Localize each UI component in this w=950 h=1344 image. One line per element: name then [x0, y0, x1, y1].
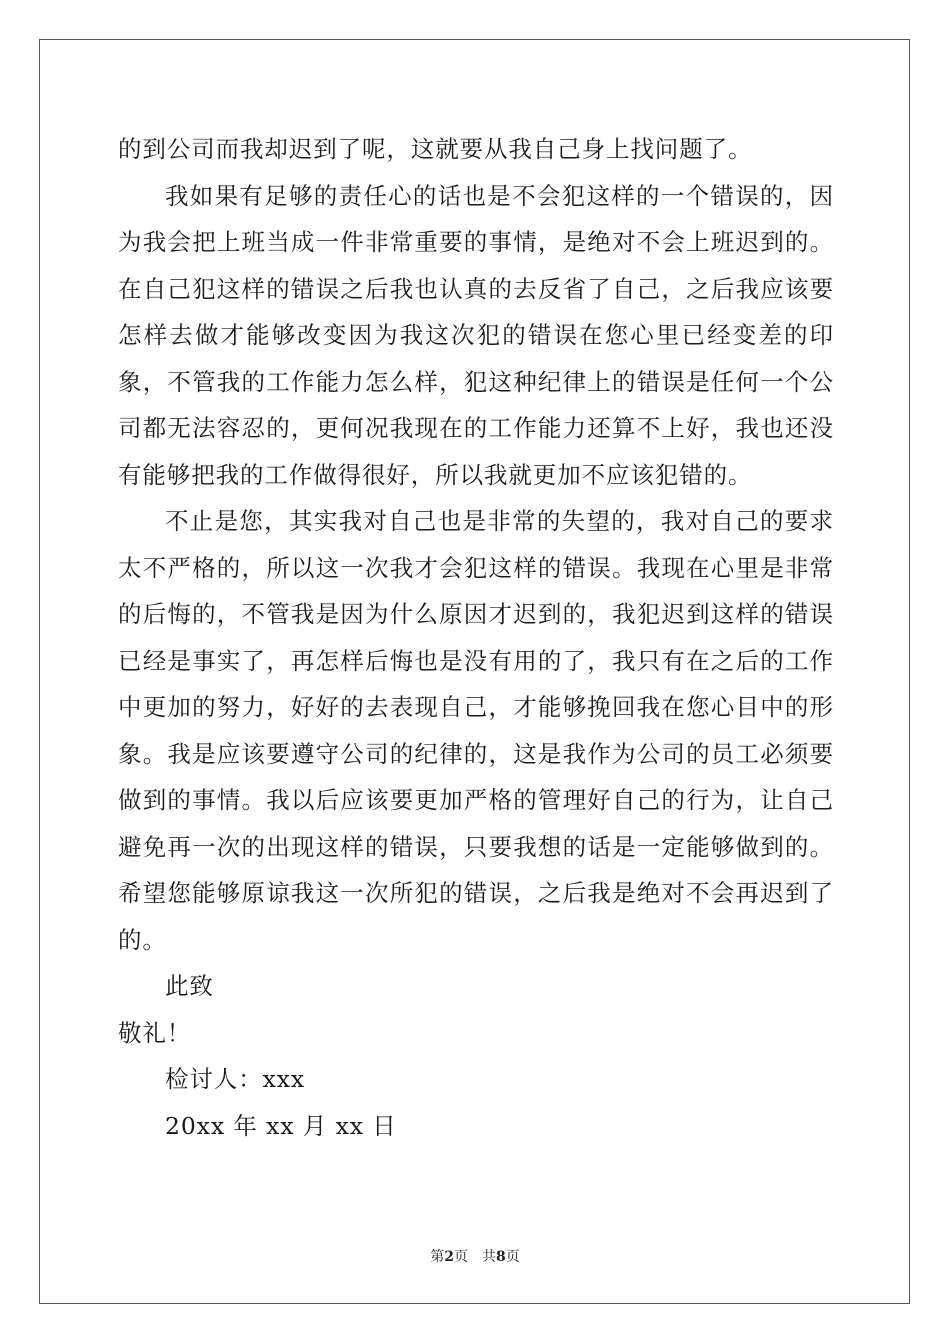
total-label-prefix: 共 — [482, 1249, 496, 1265]
paragraph-responsibility: 我如果有足够的责任心的话也是不会犯这样的一个错误的，因为我会把上班当成一件非常重要的事情，是绝对不会上班迟到的。在自己犯这样的错误之后我也认真的去反省了自己，之后我应该要怎样去做才能够改变因为我这次犯的错误在您心里已经变差的印象，不管我的工作能力怎么样，犯这种纪律上的错误是任何一个公司都无法容忍的，更何况我现在的工作能力还算不上好，我也还没有能够把我的工作做得很好，所以我就更加不应该犯错的。 — [118, 181, 834, 489]
signature-line: 检讨人：xxx — [165, 1065, 306, 1093]
closing-phrase: 此致 — [165, 972, 214, 1000]
total-label-suffix: 页 — [505, 1249, 520, 1265]
paragraph-reflection: 不止是您，其实我对自己也是非常的失望的，我对自己的要求太不严格的，所以这一次我才会犯这样的错误。我现在心里是非常的后悔的，不管我是因为什么原因才迟到的，我犯迟到这样的错误已经是事实了，再怎样后悔也是没有用的了，我只有在之后的工作中更加的努力，好好的去表现自己，才能够挽回我在您心目中的形象。我是应该要遵守公司的纪律的，这是我作为公司的员工必须要做到的事情。我以后应该要更加严格的管理好自己的行为，让自己避免再一次的出现这样的错误，只要我想的话是一定能够做到的。希望您能够原谅我这一次所犯的错误，之后我是绝对不会再迟到了的。 — [118, 507, 834, 954]
document-body — [118, 126, 834, 1149]
salutation: 敬礼！ — [118, 1018, 192, 1047]
page-footer — [0, 1246, 950, 1266]
page-number: 2 — [444, 1249, 454, 1265]
paragraph-continued: 的到公司而我却迟到了呢，这就要从我自己身上找问题了。 — [118, 135, 753, 163]
page-label-prefix: 第 — [430, 1249, 445, 1265]
date-line: 20xx 年 xx 月 xx 日 — [165, 1111, 397, 1140]
total-pages: 8 — [496, 1249, 506, 1265]
page-label-suffix: 页 — [454, 1249, 468, 1265]
